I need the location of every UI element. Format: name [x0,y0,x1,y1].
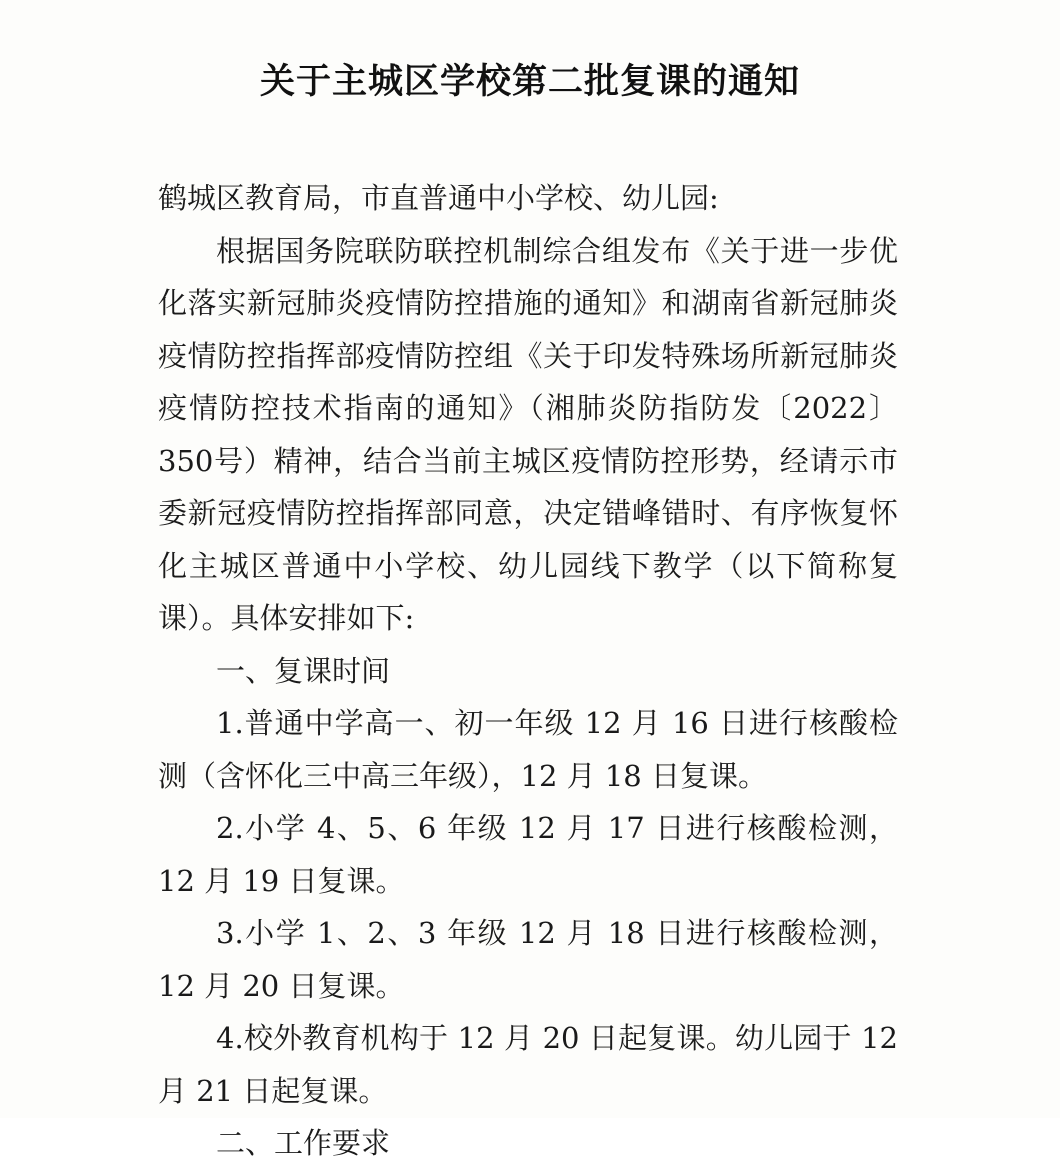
section-heading-work-requirements: 二、工作要求 [216,1126,391,1160]
list-item: 1.普通中学高一、初一年级 12 月 16 日进行核酸检测（含怀化三中高三年级），12 月 18 日复课。 [158,706,898,793]
list-item: 2.小学 4、5、6 年级 12 月 17 日进行核酸检测，12 月 19 日复课。 [158,811,898,898]
intro-paragraph: 根据国务院联防联控机制综合组发布《关于进一步优化落实新冠肺炎疫情防控措施的通知》和湖南省新冠肺炎疫情防控指挥部疫情防控组《关于印发特殊场所新冠肺炎疫情防控技术指南的通知》（湘肺炎防指防发〔2022〕350号）精神，结合当前主城区疫情防控形势，经请示市委新冠疫情防控指挥部同意，决定错峰错时、有序恢复怀化主城区普通中小学校、幼儿园线下教学（以下简称复课）。具体安排如下: [158,233,898,635]
section-heading-resume-time: 一、复课时间 [216,653,391,688]
list-item: 3.小学 1、2、3 年级 12 月 18 日进行核酸检测，12 月 20 日复课。 [158,916,898,1003]
salutation: 鹤城区教育局，市直普通中小学校、幼儿园: [158,181,719,215]
document-body [158,172,898,1170]
list-item: 4.校外教育机构于 12 月 20 日起复课。幼儿园于 12 月 21 日起复课。 [158,1021,898,1108]
document-title: 关于主城区学校第二批复课的通知 [259,62,800,102]
